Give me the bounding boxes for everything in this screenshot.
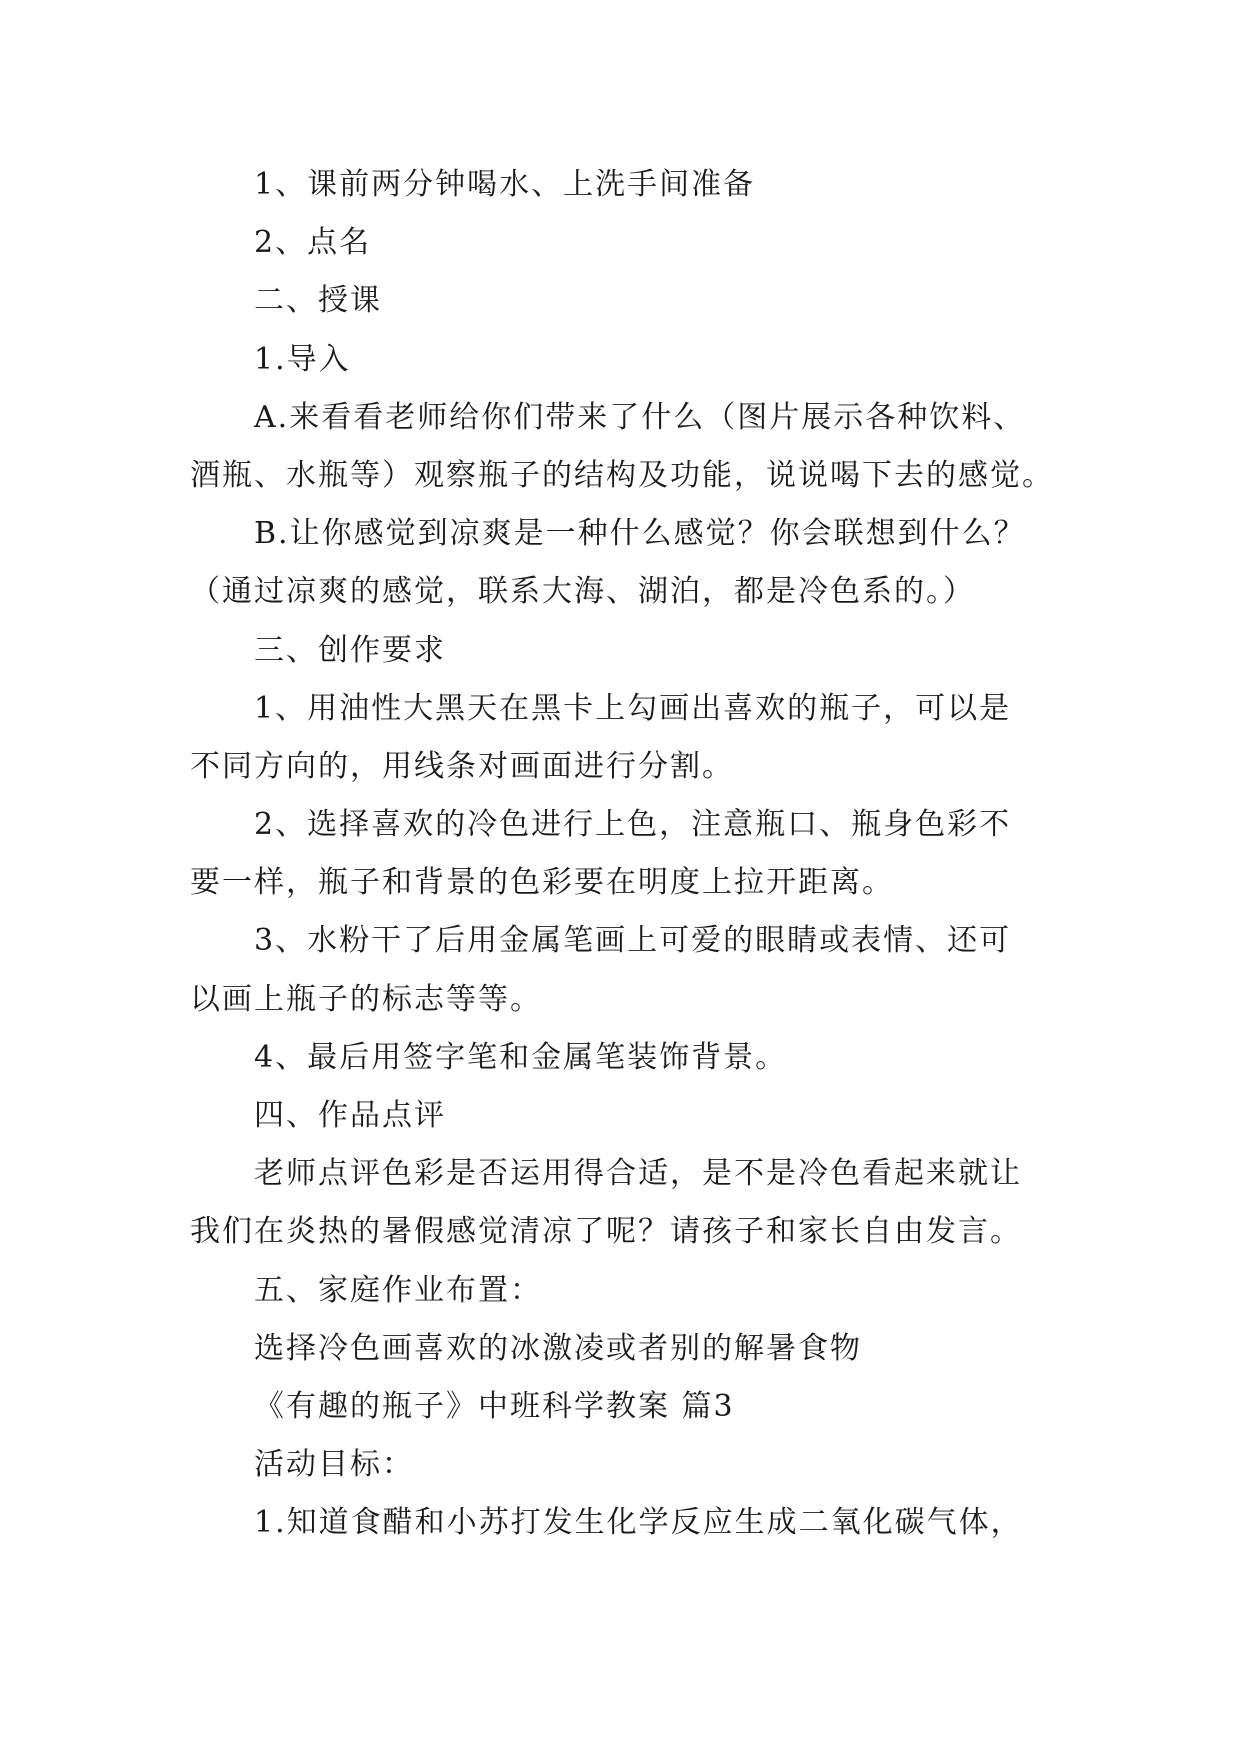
text-line-4: 1.导入 xyxy=(254,341,351,377)
section-heading-requirements: 三、创作要求 xyxy=(254,632,446,668)
text-line-19: 我们在炎热的暑假感觉清凉了呢？请孩子和家长自由发言。 xyxy=(190,1214,1022,1250)
text-line-1: 1、课前两分钟喝水、上洗手间准备 xyxy=(254,167,756,202)
text-line-21: 选择冷色画喜欢的冰激凌或者别的解暑食物 xyxy=(254,1330,862,1366)
text-line-14: 3、水粉干了后用金属笔画上可爱的眼睛或表情、还可 xyxy=(254,923,1012,959)
text-line-2: 2、点名 xyxy=(254,225,372,261)
lesson-plan-title: 《有趣的瓶子》中班科学教案 篇3 xyxy=(254,1388,735,1424)
text-line-18: 老师点评色彩是否运用得合适，是不是冷色看起来就让 xyxy=(254,1156,1022,1192)
text-line-13: 要一样，瓶子和背景的色彩要在明度上拉开距离。 xyxy=(190,865,894,901)
text-line-16: 4、最后用签字笔和金属笔装饰背景。 xyxy=(254,1039,788,1075)
text-line-8: （通过凉爽的感觉，联系大海、湖泊，都是冷色系的。） xyxy=(190,574,975,610)
section-heading-objectives: 活动目标： xyxy=(254,1447,414,1483)
text-line-6: 酒瓶、水瓶等）观察瓶子的结构及功能，说说喝下去的感觉。 xyxy=(190,457,1054,493)
text-line-15: 以画上瓶子的标志等等。 xyxy=(190,981,542,1017)
text-line-10: 1、用油性大黑天在黑卡上勾画出喜欢的瓶子，可以是 xyxy=(254,690,1012,726)
text-line-12: 2、选择喜欢的冷色进行上色，注意瓶口、瓶身色彩不 xyxy=(254,807,1012,843)
text-line-11: 不同方向的，用线条对画面进行分割。 xyxy=(190,748,734,784)
text-line-5: A.来看看老师给你们带来了什么（图片展示各种饮料、 xyxy=(254,399,1026,435)
section-heading-teaching: 二、授课 xyxy=(254,283,382,319)
text-line-24: 1.知道食醋和小苏打发生化学反应生成二氧化碳气体， xyxy=(254,1505,1023,1541)
document-body xyxy=(190,156,1070,1553)
text-line-7: B.让你感觉到凉爽是一种什么感觉？你会联想到什么？ xyxy=(254,516,1026,552)
section-heading-homework: 五、家庭作业布置： xyxy=(254,1272,542,1308)
section-heading-review: 四、作品点评 xyxy=(254,1098,446,1133)
